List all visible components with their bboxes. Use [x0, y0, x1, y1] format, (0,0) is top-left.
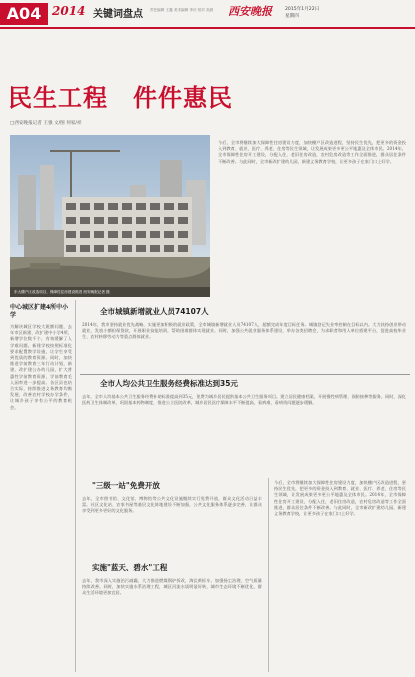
page-header — [0, 0, 415, 26]
section-heading-culture: "三级一站"免费开放 — [92, 481, 160, 490]
section-body-health: 去年，全市人均基本公共卫生服务经费补助标准提高到35元，免费为城乡居民提供基本公共卫生服务项目。建立居民健康档案，开展慢性病管理、预防接种等服务。同时，深化医药卫生体制改革，巩固基本药物制度，推进公立医院改革，城乡居民医疗保障水平不断提高，看病难、看病贵问题逐步缓解。 — [82, 394, 406, 406]
photo-caption: 东大棚户区改造项目，保障性住房建设推进 西安晚报记者 摄 — [10, 287, 210, 297]
main-headline: 民生工程 件件惠民 — [8, 84, 233, 112]
byline: □西安晚报记者 王强 文/图 何家/祥 — [10, 121, 82, 126]
section-body-culture: 去年，全市图书馆、文化馆、博物馆等公共文化设施继续实行免费开放，群众文化活动日益丰富。社区文化站、农家书屋等基层文化阵地建设不断加强，公共文化服务体系逐步完善，让群众享受到更多更好的文化服务。 — [82, 496, 262, 514]
issue-weekday: 星期四 — [285, 14, 299, 19]
page-number: A04 — [0, 3, 48, 25]
issue-date: 2015年1月22日 — [285, 7, 320, 12]
newspaper-logo: 西安晚报 — [228, 5, 272, 18]
section-heading-health: 全市人均公共卫生服务经费标准达到35元 — [100, 379, 238, 388]
continuation-text: 今后，全市将继续加大保障性住房建设力度，加快棚户区改造进程，坚持民生优先，把更多的资金投入到教育、就业、医疗、养老、住房等民生领域，让发展成果更多更公平地惠及全体市民。2014年，全市保障性住房开工建设，分配入住，老旧住房改造，农村危房改造等工作全面推进，群众居住条件不断改善。与此同时，全市新改扩建幼儿园，新建义务教育学校，让更多孩子在家门口上好学。 — [274, 480, 406, 517]
section-heading-employment: 全市城镇新增就业人员74107人 — [100, 307, 209, 316]
column-divider — [75, 300, 76, 672]
article-photo — [10, 135, 210, 297]
column-divider-right — [268, 478, 269, 672]
editors-line: 责任编辑 王鑫 美术编辑 李庆 校对 高晨 — [150, 8, 214, 12]
construction-photo — [10, 135, 210, 297]
section-body-schools: 为解决城区学校大班额问题，去年市区新建、改扩建中小学4所，新增学位数千个，有效缓解了入学难问题。新建学校按照标准化要求配置教学设施，让学生享受到优质的教育资源。同时，加快推进学前教育三年行动计划，新建、改扩建公办幼儿园，扩大普惠性学前教育资源，学前教育毛入园率进一步提高。各区县也结合实际，持续推进义务教育均衡发展，改善农村学校办学条件，让城乡孩子享有公平的教育机会。 — [10, 324, 72, 410]
section-title: 关键词盘点 — [93, 9, 143, 20]
section-heading-environment: 实施"蓝天、碧水"工程 — [92, 563, 168, 572]
header-rule — [0, 27, 415, 29]
lead-paragraph: 今后，全市将继续加大保障性住房建设力度，加快棚户区改造进程，坚持民生优先，把更多的资金投入到教育、就业、医疗、养老、住房等民生领域，让发展成果更多更公平地惠及全体市民。2014年，全市保障性住房开工建设，分配入住，老旧住房改造，农村危房改造等工作全面推进，群众居住条件不断改善。与此同时，全市新改扩建幼儿园，新建义务教育学校，让更多孩子在家门口上好学。 — [218, 140, 406, 164]
brand-year: 2014 — [52, 4, 86, 18]
section-heading-schools: 中心城区扩建4所中小学 — [10, 304, 69, 319]
section-body-employment: 2014年，我市坚持就业优先战略，实施更加积极的就业政策，全市城镇新增就业人员74107人，超额完成年度目标任务。城镇登记失业率控制在目标以内。大力扶持创业带动就业，发放小额担保贷款，开展职业技能培训，帮助困难群体实现就业。同时，加强公共就业服务体系建设，举办各类招聘会，为求职者和用人单位搭建平台，促进高校毕业生、农村转移劳动力等重点群体就业。 — [82, 322, 406, 340]
section-divider — [80, 374, 410, 375]
section-body-environment: 去年，我市深入实施治污减霾，大力推进燃煤锅炉拆改，淘汰黄标车，加强扬尘治理，空气质量持续改善。同时，加快实施水系治理工程，城区河流水质明显好转，城市生态环境不断优化，群众生活环境更加宜居。 — [82, 578, 262, 596]
